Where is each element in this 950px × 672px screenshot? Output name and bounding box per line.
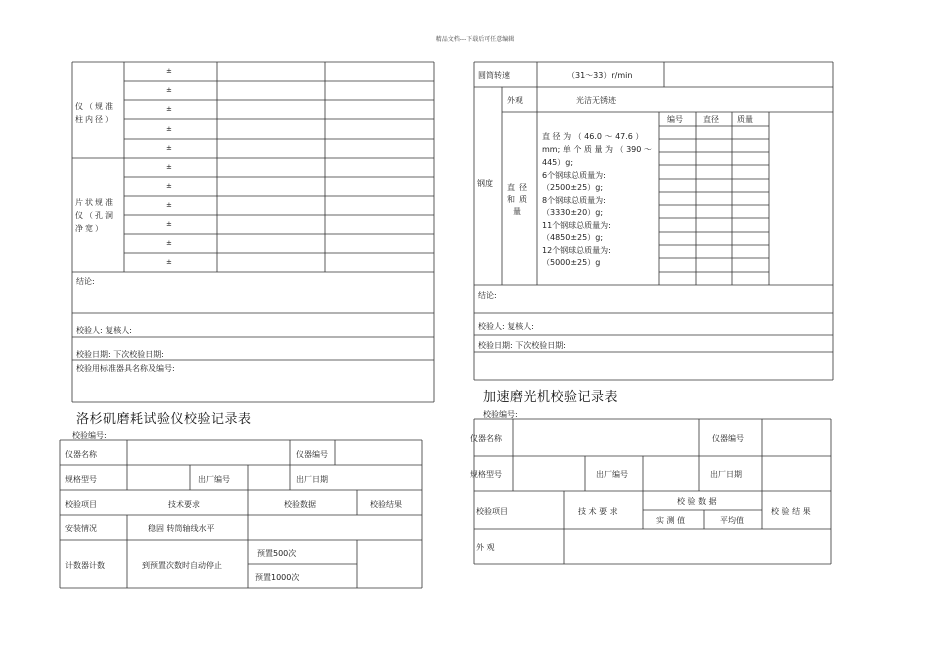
spec-line: （3330±20）g; [542,208,604,217]
conclusion-label: 结论: [76,277,95,286]
model-label: 规格型号 [65,475,97,484]
counter-label: 计数器计数 [65,561,105,570]
factory-no-label: 出厂编号 [596,470,628,479]
spec-line: （2500±25）g; [542,183,604,192]
pm-cell: ± [166,86,172,94]
dates-label: 校验日期: 下次校验日期: [478,341,566,350]
page-header-watermark: 精品文档---下载后可任意编辑 [435,36,515,43]
col-diameter: 直径 [703,115,719,124]
pm-cell: ± [166,125,172,133]
measured-label: 实 测 值 [656,516,686,525]
spec-line: 445）g; [542,158,574,167]
pm-cell: ± [166,67,172,75]
spec-line: 12个钢球总质量为: [542,246,611,255]
form-code-label: 校验编号: [72,431,107,440]
appearance-label: 外 观 [476,543,495,552]
tech-req-label: 技术要求 [168,500,200,509]
appearance-label: 外观 [507,96,523,105]
calib-data-label: 校 验 数 据 [677,497,717,506]
item-label: 校验项目 [476,507,508,516]
pm-cell: ± [166,258,172,266]
model-label: 规格型号 [470,470,502,479]
checker-label: 校验人: 复核人: [478,322,534,331]
preset-500-label: 预置500次 [257,549,297,558]
form-title: 洛杉矶磨耗试验仪校验记录表 [76,412,252,427]
checker-label: 校验人: 复核人: [76,326,132,335]
dia-mass-label: 直径和质量 [507,183,531,216]
spec-line: （5000±25）g [542,258,601,267]
calib-result-label: 校 验 结 果 [771,507,811,516]
pm-cell: ± [166,163,172,171]
calib-result-label: 校验结果 [370,500,402,509]
steel-ball-label: 钢度 [477,179,493,188]
drum-speed-label: 圆筒转速 [478,71,510,80]
row-group-2-label: 片状规准仪（孔洞净宽） [75,198,115,233]
instrument-name-label: 仪器名称 [470,434,502,443]
pm-cell: ± [166,239,172,247]
item-label: 校验项目 [65,500,97,509]
spec-line: 11个钢球总质量为: [542,221,611,230]
form-code-label: 校验编号: [483,410,518,419]
preset-1000-label: 预置1000次 [255,573,300,582]
spec-line: 8个钢球总质量为: [542,196,606,205]
calib-data-label: 校验数据 [284,500,316,509]
drum-speed-value: （31～33）r/min [567,71,633,80]
spec-line: mm; 单 个 质 量 为 （ 390 ～ [542,145,652,154]
conclusion-label: 结论: [478,291,497,300]
factory-date-label: 出厂日期 [710,470,742,479]
form-title: 加速磨光机校验记录表 [483,390,619,405]
factory-date-label: 出厂日期 [296,475,328,484]
pm-cell: ± [166,105,172,113]
appearance-value: 光洁无锈迹 [576,96,616,105]
pm-cell: ± [166,220,172,228]
standards-label: 校验用标准器具名称及编号: [76,364,175,373]
col-mass: 质量 [737,115,753,124]
average-label: 平均值 [720,516,744,525]
instrument-name-label: 仪器名称 [65,450,97,459]
factory-no-label: 出厂编号 [198,475,230,484]
tech-req-label: 技 术 要 求 [578,507,618,516]
instrument-no-label: 仪器编号 [296,450,328,459]
pm-cell: ± [166,144,172,152]
spec-line: 6个钢球总质量为: [542,171,606,180]
install-req: 稳固 转筒轴线水平 [148,524,215,533]
col-number: 编号 [667,115,683,124]
instrument-no-label: 仪器编号 [712,434,744,443]
pm-cell: ± [166,182,172,190]
counter-req: 到预置次数时自动停止 [142,561,222,570]
spec-line: 直 径 为 （ 46.0 ～ 47.6 ） [542,132,644,141]
dates-label: 校验日期: 下次校验日期: [76,350,164,359]
install-label: 安装情况 [65,524,97,533]
spec-line: （4850±25）g; [542,233,604,242]
row-group-1-label: 仪（规准柱内径） [75,102,115,124]
pm-cell: ± [166,201,172,209]
